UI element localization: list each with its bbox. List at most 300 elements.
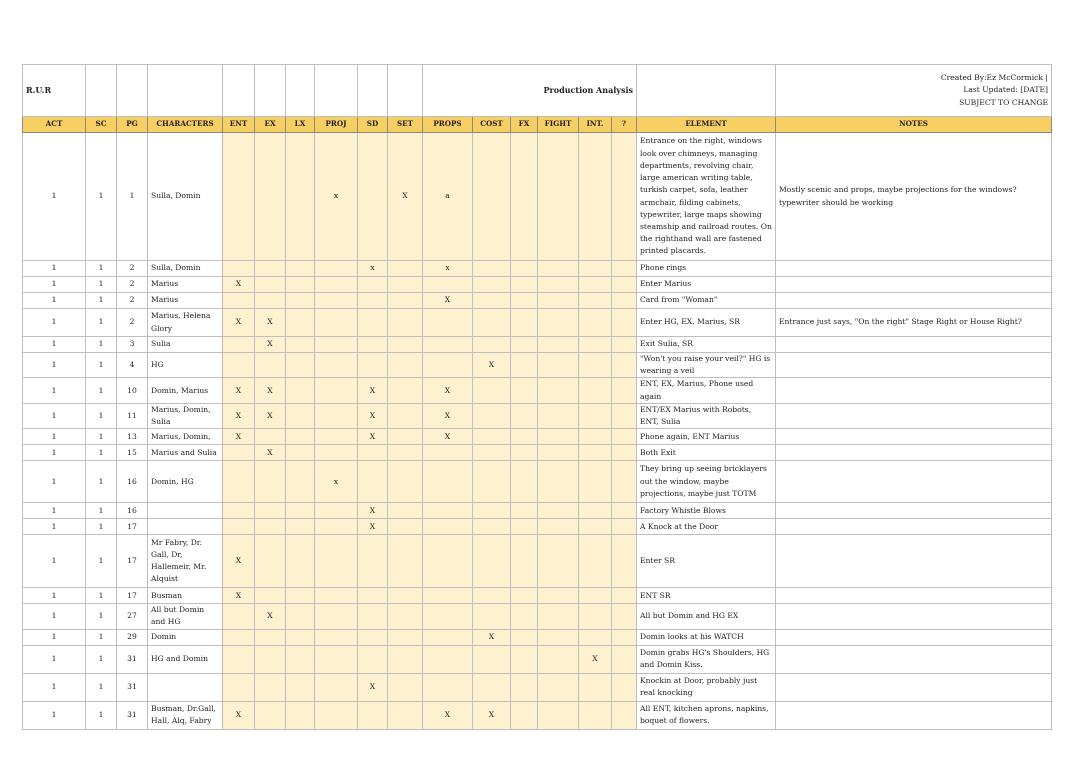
cell-cost[interactable] <box>473 535 511 588</box>
cell-ent[interactable] <box>223 261 255 277</box>
cell-element[interactable]: All ENT, kitchen aprons, napkins, boquet of flowers. <box>637 701 776 729</box>
cell-ent[interactable] <box>223 673 255 701</box>
cell-act[interactable]: 1 <box>23 629 86 645</box>
cell-ent[interactable]: X <box>223 309 255 337</box>
cell-ex[interactable] <box>255 503 286 519</box>
cell-lx[interactable] <box>286 277 315 293</box>
col-notes[interactable]: NOTES <box>776 117 1052 133</box>
cell-element[interactable]: Entrance on the right, windows look over chimneys, managing departments, revolving chair, large american writing table, turkish carpet, sofa, leather armchair, filding cabinets, typewriter, large maps showing steamship and railroad routes. On the righthand wall are fastened printed placards. <box>637 133 776 261</box>
cell-lx[interactable] <box>286 133 315 261</box>
cell-props[interactable] <box>423 503 473 519</box>
cell-ex[interactable] <box>255 588 286 604</box>
cell-question[interactable] <box>612 445 637 461</box>
cell-lx[interactable] <box>286 261 315 277</box>
cell-question[interactable] <box>612 629 637 645</box>
cell-fight[interactable] <box>538 535 579 588</box>
cell-fight[interactable] <box>538 445 579 461</box>
cell-question[interactable] <box>612 673 637 701</box>
cell-proj[interactable] <box>315 337 358 353</box>
cell-cost[interactable]: X <box>473 353 511 378</box>
cell-props[interactable]: X <box>423 293 473 309</box>
cell-characters[interactable]: Marius, Domin, Sulia <box>148 403 223 428</box>
cell-props[interactable] <box>423 353 473 378</box>
cell-fight[interactable] <box>538 337 579 353</box>
cell-pg[interactable]: 16 <box>117 461 148 503</box>
cell-sc[interactable]: 1 <box>86 429 117 445</box>
cell-fx[interactable] <box>511 403 538 428</box>
cell-ex[interactable] <box>255 461 286 503</box>
cell-fight[interactable] <box>538 701 579 729</box>
cell-props[interactable] <box>423 445 473 461</box>
cell-ent[interactable] <box>223 461 255 503</box>
cell-proj[interactable]: x <box>315 461 358 503</box>
cell-element[interactable]: Card from "Woman" <box>637 293 776 309</box>
cell-set[interactable] <box>388 445 423 461</box>
cell-sd[interactable]: X <box>358 403 388 428</box>
cell-int[interactable] <box>579 673 612 701</box>
cell-fx[interactable] <box>511 503 538 519</box>
cell-element[interactable]: Exit Sulia, SR <box>637 337 776 353</box>
cell-lx[interactable] <box>286 519 315 535</box>
cell-set[interactable] <box>388 403 423 428</box>
cell-lx[interactable] <box>286 461 315 503</box>
cell-pg[interactable]: 11 <box>117 403 148 428</box>
cell-ex[interactable]: X <box>255 403 286 428</box>
cell-fight[interactable] <box>538 604 579 629</box>
cell-sc[interactable]: 1 <box>86 353 117 378</box>
cell-act[interactable]: 1 <box>23 588 86 604</box>
cell-sd[interactable] <box>358 445 388 461</box>
cell-int[interactable] <box>579 261 612 277</box>
cell-lx[interactable] <box>286 293 315 309</box>
cell-question[interactable] <box>612 353 637 378</box>
cell-fx[interactable] <box>511 701 538 729</box>
cell-sd[interactable] <box>358 645 388 673</box>
cell-int[interactable] <box>579 604 612 629</box>
cell-pg[interactable]: 13 <box>117 429 148 445</box>
cell-pg[interactable]: 2 <box>117 293 148 309</box>
cell-int[interactable] <box>579 701 612 729</box>
cell-ex[interactable] <box>255 629 286 645</box>
cell-pg[interactable]: 17 <box>117 588 148 604</box>
cell-ent[interactable] <box>223 604 255 629</box>
cell-question[interactable] <box>612 337 637 353</box>
cell-fx[interactable] <box>511 277 538 293</box>
cell-question[interactable] <box>612 293 637 309</box>
cell-fight[interactable] <box>538 629 579 645</box>
cell-notes[interactable] <box>776 429 1052 445</box>
cell-act[interactable]: 1 <box>23 519 86 535</box>
cell-characters[interactable]: Marius, Helena Glory <box>148 309 223 337</box>
cell-ent[interactable]: X <box>223 588 255 604</box>
cell-act[interactable]: 1 <box>23 378 86 403</box>
cell-pg[interactable]: 29 <box>117 629 148 645</box>
col-int[interactable]: INT. <box>579 117 612 133</box>
cell-ent[interactable]: X <box>223 403 255 428</box>
cell-lx[interactable] <box>286 353 315 378</box>
cell-ent[interactable] <box>223 353 255 378</box>
cell-sc[interactable]: 1 <box>86 277 117 293</box>
cell-element[interactable]: Enter HG, EX, Marius, SR <box>637 309 776 337</box>
cell-props[interactable] <box>423 673 473 701</box>
cell-fx[interactable] <box>511 429 538 445</box>
cell-set[interactable] <box>388 673 423 701</box>
cell-characters[interactable]: Domin <box>148 629 223 645</box>
cell-ex[interactable]: X <box>255 337 286 353</box>
cell-int[interactable] <box>579 461 612 503</box>
cell-proj[interactable] <box>315 673 358 701</box>
cell-ex[interactable]: X <box>255 378 286 403</box>
cell-fight[interactable] <box>538 353 579 378</box>
cell-fx[interactable] <box>511 535 538 588</box>
cell-set[interactable] <box>388 629 423 645</box>
cell-fx[interactable] <box>511 378 538 403</box>
cell-notes[interactable]: Entrance just says, "On the right" Stage Right or House Right? <box>776 309 1052 337</box>
cell-fight[interactable] <box>538 403 579 428</box>
cell-lx[interactable] <box>286 429 315 445</box>
cell-ex[interactable] <box>255 133 286 261</box>
cell-ent[interactable]: X <box>223 277 255 293</box>
cell-sd[interactable]: X <box>358 378 388 403</box>
cell-element[interactable]: Enter Marius <box>637 277 776 293</box>
cell-proj[interactable] <box>315 277 358 293</box>
cell-cost[interactable] <box>473 673 511 701</box>
cell-element[interactable]: Knockin at Door, probably just real knocking <box>637 673 776 701</box>
cell-int[interactable] <box>579 277 612 293</box>
cell-element[interactable]: All but Domin and HG EX <box>637 604 776 629</box>
cell-element[interactable]: A Knock at the Door <box>637 519 776 535</box>
cell-set[interactable] <box>388 519 423 535</box>
cell-props[interactable] <box>423 519 473 535</box>
cell-notes[interactable] <box>776 629 1052 645</box>
cell-fx[interactable] <box>511 309 538 337</box>
cell-fight[interactable] <box>538 503 579 519</box>
cell-act[interactable]: 1 <box>23 353 86 378</box>
cell-cost[interactable] <box>473 604 511 629</box>
cell-cost[interactable] <box>473 461 511 503</box>
cell-ex[interactable]: X <box>255 309 286 337</box>
cell-act[interactable]: 1 <box>23 445 86 461</box>
cell-notes[interactable] <box>776 445 1052 461</box>
cell-question[interactable] <box>612 378 637 403</box>
cell-act[interactable]: 1 <box>23 277 86 293</box>
cell-characters[interactable]: Busman, Dr.Gall, Hall, Alq, Fabry <box>148 701 223 729</box>
cell-set[interactable] <box>388 701 423 729</box>
cell-lx[interactable] <box>286 629 315 645</box>
cell-set[interactable] <box>388 535 423 588</box>
cell-cost[interactable] <box>473 503 511 519</box>
cell-proj[interactable] <box>315 378 358 403</box>
col-pg[interactable]: PG <box>117 117 148 133</box>
cell-sc[interactable]: 1 <box>86 673 117 701</box>
cell-notes[interactable] <box>776 337 1052 353</box>
cell-cost[interactable] <box>473 261 511 277</box>
cell-pg[interactable]: 1 <box>117 133 148 261</box>
cell-cost[interactable] <box>473 293 511 309</box>
cell-set[interactable] <box>388 429 423 445</box>
cell-characters[interactable]: Sulla, Domin <box>148 261 223 277</box>
cell-notes[interactable]: Mostly scenic and props, maybe projections for the windows? typewriter should be working <box>776 133 1052 261</box>
cell-element[interactable]: Both Exit <box>637 445 776 461</box>
cell-notes[interactable] <box>776 535 1052 588</box>
cell-int[interactable] <box>579 429 612 445</box>
cell-lx[interactable] <box>286 378 315 403</box>
cell-ex[interactable] <box>255 261 286 277</box>
cell-notes[interactable] <box>776 604 1052 629</box>
cell-sc[interactable]: 1 <box>86 645 117 673</box>
cell-fight[interactable] <box>538 461 579 503</box>
cell-question[interactable] <box>612 261 637 277</box>
cell-set[interactable]: X <box>388 133 423 261</box>
cell-act[interactable]: 1 <box>23 133 86 261</box>
cell-notes[interactable] <box>776 277 1052 293</box>
cell-question[interactable] <box>612 133 637 261</box>
cell-sc[interactable]: 1 <box>86 588 117 604</box>
cell-set[interactable] <box>388 503 423 519</box>
cell-sc[interactable]: 1 <box>86 133 117 261</box>
cell-cost[interactable] <box>473 309 511 337</box>
cell-notes[interactable] <box>776 353 1052 378</box>
cell-ent[interactable] <box>223 519 255 535</box>
cell-props[interactable] <box>423 535 473 588</box>
cell-int[interactable] <box>579 503 612 519</box>
cell-proj[interactable] <box>315 588 358 604</box>
cell-fight[interactable] <box>538 588 579 604</box>
cell-fight[interactable] <box>538 645 579 673</box>
cell-characters[interactable]: Marius, Domin, <box>148 429 223 445</box>
cell-int[interactable] <box>579 378 612 403</box>
cell-sc[interactable]: 1 <box>86 535 117 588</box>
cell-ent[interactable] <box>223 645 255 673</box>
cell-fx[interactable] <box>511 629 538 645</box>
cell-proj[interactable] <box>315 519 358 535</box>
cell-sd[interactable]: X <box>358 503 388 519</box>
cell-characters[interactable] <box>148 673 223 701</box>
cell-characters[interactable]: Busman <box>148 588 223 604</box>
cell-ent[interactable] <box>223 503 255 519</box>
cell-pg[interactable]: 3 <box>117 337 148 353</box>
cell-sd[interactable] <box>358 588 388 604</box>
cell-fx[interactable] <box>511 645 538 673</box>
cell-proj[interactable] <box>315 604 358 629</box>
cell-characters[interactable] <box>148 503 223 519</box>
cell-characters[interactable]: All but Domin and HG <box>148 604 223 629</box>
cell-sc[interactable]: 1 <box>86 503 117 519</box>
cell-cost[interactable] <box>473 645 511 673</box>
col-lx[interactable]: LX <box>286 117 315 133</box>
cell-sd[interactable] <box>358 535 388 588</box>
cell-act[interactable]: 1 <box>23 309 86 337</box>
cell-question[interactable] <box>612 604 637 629</box>
cell-props[interactable] <box>423 604 473 629</box>
cell-sd[interactable] <box>358 309 388 337</box>
cell-fight[interactable] <box>538 277 579 293</box>
cell-props[interactable]: X <box>423 403 473 428</box>
cell-int[interactable] <box>579 535 612 588</box>
cell-set[interactable] <box>388 461 423 503</box>
cell-cost[interactable] <box>473 133 511 261</box>
cell-props[interactable] <box>423 629 473 645</box>
cell-int[interactable] <box>579 293 612 309</box>
col-sc[interactable]: SC <box>86 117 117 133</box>
cell-sd[interactable] <box>358 133 388 261</box>
cell-fight[interactable] <box>538 133 579 261</box>
cell-pg[interactable]: 16 <box>117 503 148 519</box>
cell-characters[interactable]: HG <box>148 353 223 378</box>
cell-proj[interactable] <box>315 309 358 337</box>
cell-notes[interactable] <box>776 403 1052 428</box>
cell-cost[interactable]: X <box>473 701 511 729</box>
col-characters[interactable]: CHARACTERS <box>148 117 223 133</box>
cell-sc[interactable]: 1 <box>86 604 117 629</box>
cell-lx[interactable] <box>286 445 315 461</box>
cell-proj[interactable] <box>315 645 358 673</box>
cell-pg[interactable]: 15 <box>117 445 148 461</box>
cell-fight[interactable] <box>538 309 579 337</box>
cell-notes[interactable] <box>776 701 1052 729</box>
col-cost[interactable]: COST <box>473 117 511 133</box>
cell-ent[interactable]: X <box>223 429 255 445</box>
cell-props[interactable] <box>423 277 473 293</box>
cell-notes[interactable] <box>776 645 1052 673</box>
cell-fight[interactable] <box>538 519 579 535</box>
cell-ent[interactable]: X <box>223 535 255 588</box>
col-ent[interactable]: ENT <box>223 117 255 133</box>
cell-sc[interactable]: 1 <box>86 701 117 729</box>
cell-fx[interactable] <box>511 353 538 378</box>
cell-props[interactable] <box>423 461 473 503</box>
col-ex[interactable]: EX <box>255 117 286 133</box>
cell-cost[interactable] <box>473 588 511 604</box>
cell-question[interactable] <box>612 701 637 729</box>
cell-fight[interactable] <box>538 673 579 701</box>
cell-pg[interactable]: 17 <box>117 535 148 588</box>
cell-question[interactable] <box>612 461 637 503</box>
cell-int[interactable] <box>579 309 612 337</box>
cell-int[interactable]: X <box>579 645 612 673</box>
cell-ex[interactable]: X <box>255 604 286 629</box>
cell-cost[interactable]: X <box>473 629 511 645</box>
cell-notes[interactable] <box>776 461 1052 503</box>
cell-question[interactable] <box>612 277 637 293</box>
cell-proj[interactable] <box>315 293 358 309</box>
cell-set[interactable] <box>388 277 423 293</box>
cell-sc[interactable]: 1 <box>86 309 117 337</box>
cell-cost[interactable] <box>473 403 511 428</box>
cell-props[interactable]: x <box>423 261 473 277</box>
cell-characters[interactable]: Domin, HG <box>148 461 223 503</box>
cell-proj[interactable] <box>315 701 358 729</box>
col-element[interactable]: ELEMENT <box>637 117 776 133</box>
cell-proj[interactable] <box>315 353 358 378</box>
cell-sc[interactable]: 1 <box>86 519 117 535</box>
cell-fx[interactable] <box>511 673 538 701</box>
cell-fx[interactable] <box>511 445 538 461</box>
cell-pg[interactable]: 31 <box>117 701 148 729</box>
cell-fight[interactable] <box>538 378 579 403</box>
cell-cost[interactable] <box>473 337 511 353</box>
cell-ex[interactable] <box>255 701 286 729</box>
col-question[interactable]: ? <box>612 117 637 133</box>
cell-notes[interactable] <box>776 503 1052 519</box>
col-set[interactable]: SET <box>388 117 423 133</box>
cell-fx[interactable] <box>511 261 538 277</box>
cell-question[interactable] <box>612 519 637 535</box>
cell-sd[interactable] <box>358 293 388 309</box>
cell-sc[interactable]: 1 <box>86 337 117 353</box>
cell-sd[interactable]: X <box>358 429 388 445</box>
cell-lx[interactable] <box>286 337 315 353</box>
cell-sd[interactable] <box>358 337 388 353</box>
cell-proj[interactable] <box>315 261 358 277</box>
cell-int[interactable] <box>579 519 612 535</box>
cell-ex[interactable] <box>255 293 286 309</box>
cell-characters[interactable]: Marius <box>148 277 223 293</box>
cell-sd[interactable] <box>358 277 388 293</box>
cell-notes[interactable] <box>776 673 1052 701</box>
cell-pg[interactable]: 2 <box>117 309 148 337</box>
cell-fx[interactable] <box>511 461 538 503</box>
cell-pg[interactable]: 10 <box>117 378 148 403</box>
cell-sc[interactable]: 1 <box>86 261 117 277</box>
cell-fx[interactable] <box>511 604 538 629</box>
cell-ent[interactable] <box>223 629 255 645</box>
cell-question[interactable] <box>612 309 637 337</box>
cell-ex[interactable] <box>255 353 286 378</box>
cell-ex[interactable] <box>255 645 286 673</box>
cell-lx[interactable] <box>286 588 315 604</box>
cell-ent[interactable] <box>223 133 255 261</box>
cell-element[interactable]: ENT, EX, Marius, Phone used again <box>637 378 776 403</box>
cell-pg[interactable]: 2 <box>117 277 148 293</box>
cell-sc[interactable]: 1 <box>86 629 117 645</box>
cell-sd[interactable] <box>358 461 388 503</box>
cell-sd[interactable]: X <box>358 519 388 535</box>
cell-ent[interactable] <box>223 337 255 353</box>
cell-ent[interactable] <box>223 293 255 309</box>
cell-characters[interactable]: Sulla, Domin <box>148 133 223 261</box>
cell-proj[interactable] <box>315 535 358 588</box>
cell-pg[interactable]: 4 <box>117 353 148 378</box>
cell-set[interactable] <box>388 337 423 353</box>
cell-proj[interactable] <box>315 629 358 645</box>
cell-pg[interactable]: 31 <box>117 645 148 673</box>
cell-props[interactable]: a <box>423 133 473 261</box>
cell-element[interactable]: They bring up seeing bricklayers out the window, maybe projections, maybe just TOTM <box>637 461 776 503</box>
cell-element[interactable]: Enter SR <box>637 535 776 588</box>
cell-lx[interactable] <box>286 673 315 701</box>
cell-fx[interactable] <box>511 293 538 309</box>
cell-sc[interactable]: 1 <box>86 403 117 428</box>
cell-cost[interactable] <box>473 378 511 403</box>
cell-act[interactable]: 1 <box>23 673 86 701</box>
cell-props[interactable] <box>423 309 473 337</box>
cell-question[interactable] <box>612 403 637 428</box>
cell-props[interactable]: X <box>423 429 473 445</box>
cell-proj[interactable] <box>315 403 358 428</box>
cell-act[interactable]: 1 <box>23 293 86 309</box>
cell-set[interactable] <box>388 261 423 277</box>
cell-act[interactable]: 1 <box>23 645 86 673</box>
cell-lx[interactable] <box>286 535 315 588</box>
cell-lx[interactable] <box>286 604 315 629</box>
cell-notes[interactable] <box>776 293 1052 309</box>
col-sd[interactable]: SD <box>358 117 388 133</box>
cell-lx[interactable] <box>286 309 315 337</box>
cell-notes[interactable] <box>776 378 1052 403</box>
col-fx[interactable]: FX <box>511 117 538 133</box>
cell-set[interactable] <box>388 588 423 604</box>
